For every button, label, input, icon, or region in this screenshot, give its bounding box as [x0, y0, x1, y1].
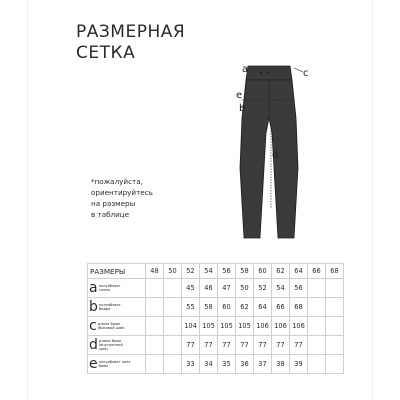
table-cell: [326, 355, 344, 374]
row-description: полуобхват бедра: [98, 303, 121, 311]
table-cell: 54: [272, 279, 290, 298]
size-table: [87, 263, 344, 374]
size-header-cell: 60: [254, 264, 272, 279]
label-b: b: [239, 103, 246, 114]
size-header-cell: 48: [146, 264, 164, 279]
table-cell: [308, 355, 326, 374]
table-cell: [146, 355, 164, 374]
table-cell: 105: [218, 317, 236, 336]
row-letter: d: [89, 337, 98, 353]
note-line-3: на размеры: [91, 199, 136, 208]
row-header: [88, 336, 146, 355]
table-cell: 50: [236, 279, 254, 298]
table-cell: [308, 298, 326, 317]
size-header-cell: 62: [272, 264, 290, 279]
title-line-1: РАЗМЕРНАЯ: [76, 22, 186, 42]
table-cell: 77: [290, 336, 308, 355]
measure-line-c: [294, 68, 303, 72]
table-row: [88, 317, 344, 336]
note-line-1: *пожалуйста,: [91, 177, 143, 186]
size-header-cell: 66: [308, 264, 326, 279]
table-cell: 105: [236, 317, 254, 336]
table-cell: 77: [272, 336, 290, 355]
table-cell: 105: [200, 317, 218, 336]
table-cell: 34: [200, 355, 218, 374]
row-description: полуобхват низа брюк: [98, 360, 131, 368]
row-description: полуобхват талии: [98, 284, 121, 292]
size-header-cell: 58: [236, 264, 254, 279]
row-description: длина брюк (внутренний шов): [98, 339, 123, 351]
table-cell: [146, 298, 164, 317]
title-line-2: СЕТКА: [76, 43, 136, 63]
table-cell: [326, 317, 344, 336]
table-cell: 64: [254, 298, 272, 317]
table-cell: [164, 298, 182, 317]
size-header-cell: 64: [290, 264, 308, 279]
table-cell: 33: [182, 355, 200, 374]
table-row: [88, 355, 344, 374]
table-row: [88, 279, 344, 298]
table-cell: [146, 317, 164, 336]
table-cell: [164, 336, 182, 355]
label-c: c: [303, 68, 309, 79]
row-letter: a: [89, 280, 98, 296]
button-icon: [267, 72, 269, 74]
table-cell: 58: [200, 298, 218, 317]
table-cell: 77: [200, 336, 218, 355]
table-cell: 62: [236, 298, 254, 317]
table-header-row: [88, 264, 344, 279]
table-cell: [164, 355, 182, 374]
table-cell: [308, 336, 326, 355]
table-cell: 35: [218, 355, 236, 374]
table-cell: [326, 298, 344, 317]
table-cell: 77: [236, 336, 254, 355]
row-header: [88, 279, 146, 298]
size-header-cell: 54: [200, 264, 218, 279]
table-cell: [326, 279, 344, 298]
table-cell: [146, 279, 164, 298]
table-cell: 37: [254, 355, 272, 374]
size-note: [91, 176, 153, 220]
size-header-cell: 50: [164, 264, 182, 279]
table-cell: 36: [236, 355, 254, 374]
table-cell: [164, 317, 182, 336]
table-cell: 106: [290, 317, 308, 336]
label-d: d: [272, 150, 279, 161]
size-header-cell: 68: [326, 264, 344, 279]
table-cell: 60: [218, 298, 236, 317]
page-title: [76, 22, 185, 64]
table-cell: 106: [272, 317, 290, 336]
header-label: РАЗМЕРЫ: [88, 264, 146, 279]
row-header: [88, 355, 146, 374]
table-cell: 39: [290, 355, 308, 374]
table-cell: 52: [254, 279, 272, 298]
label-a: a: [242, 64, 249, 75]
table-cell: [308, 317, 326, 336]
table-cell: [308, 279, 326, 298]
size-header-cell: 56: [218, 264, 236, 279]
row-header: [88, 298, 146, 317]
table-cell: 56: [290, 279, 308, 298]
table-cell: 66: [272, 298, 290, 317]
table-cell: [146, 336, 164, 355]
size-header-cell: 52: [182, 264, 200, 279]
table-row: [88, 298, 344, 317]
table-cell: 77: [254, 336, 272, 355]
button-icon: [260, 72, 262, 74]
row-description: длина брюк (боковой шов): [97, 322, 125, 330]
trousers-diagram: [230, 58, 315, 243]
label-e: e: [236, 90, 243, 101]
table-cell: 55: [182, 298, 200, 317]
table-row: [88, 336, 344, 355]
table-cell: 77: [218, 336, 236, 355]
row-letter: c: [89, 318, 97, 334]
table-cell: 104: [182, 317, 200, 336]
table-cell: [164, 279, 182, 298]
table-cell: 68: [290, 298, 308, 317]
table-cell: 47: [218, 279, 236, 298]
table-cell: 106: [254, 317, 272, 336]
table-cell: 45: [182, 279, 200, 298]
row-letter: b: [89, 299, 98, 315]
row-header: [88, 317, 146, 336]
table-cell: 46: [200, 279, 218, 298]
table-cell: 77: [182, 336, 200, 355]
note-line-2: ориентируйтесь: [91, 188, 153, 197]
row-letter: e: [89, 356, 98, 372]
table-cell: [326, 336, 344, 355]
table-cell: 38: [272, 355, 290, 374]
note-line-4: в таблице: [91, 210, 130, 219]
